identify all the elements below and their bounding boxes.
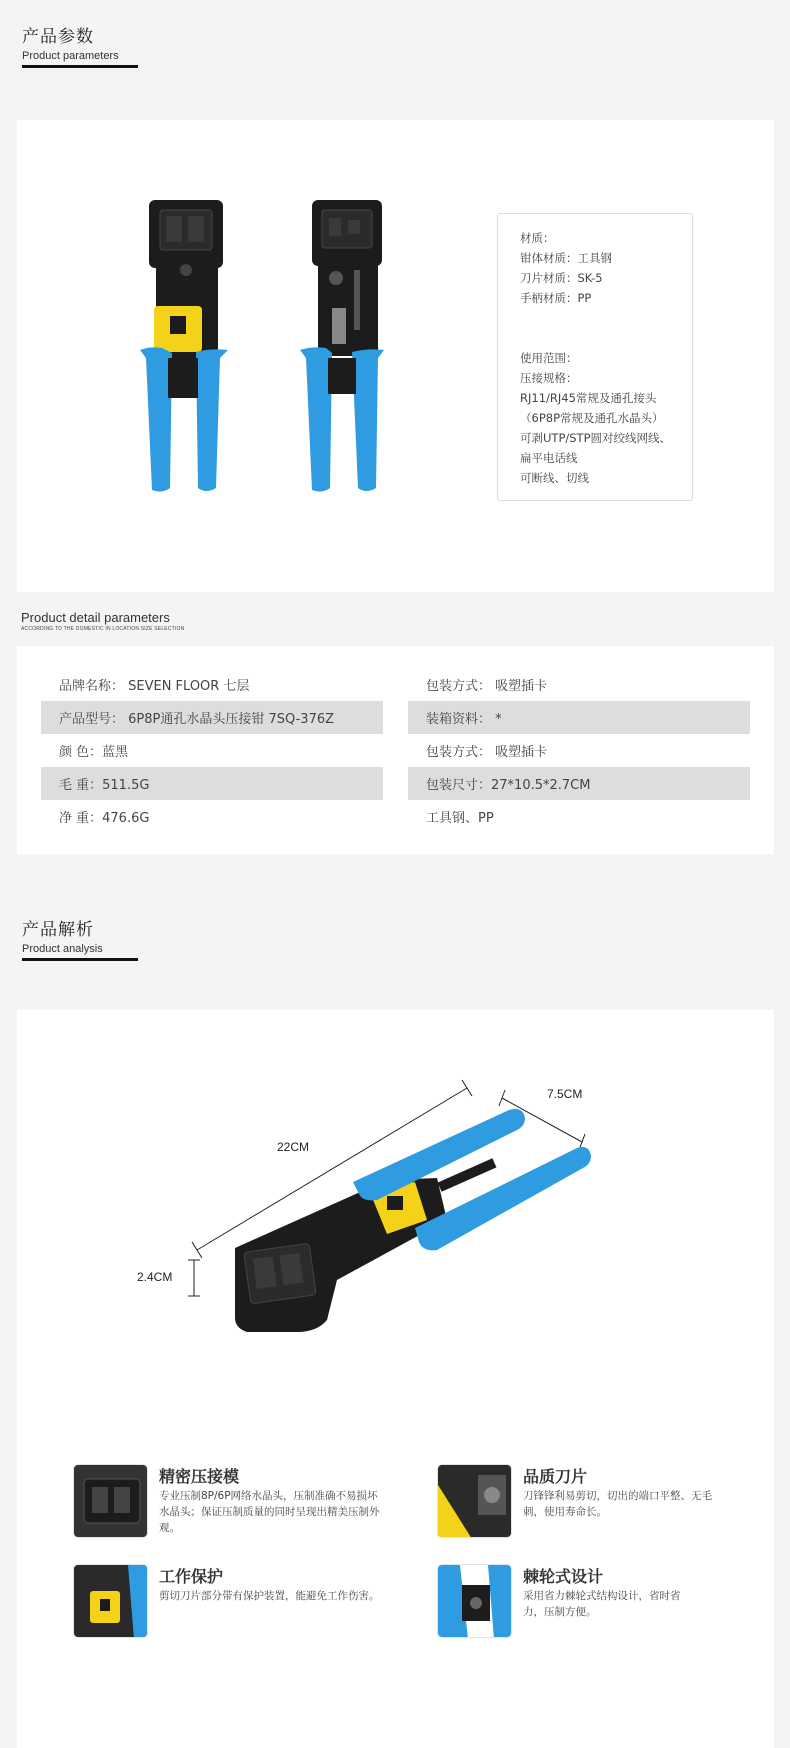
feature-ratchet — [437, 1564, 757, 1644]
table-row: 包装方式： 吸塑插卡 — [408, 734, 750, 767]
material-line: 刀片材质：SK-5 — [520, 271, 603, 285]
section-underline — [22, 958, 138, 961]
table-row: 工具钢、PP — [408, 800, 750, 833]
feature-desc: 专业压制8P/6P网络水晶头，压制准确不易损坏水晶头；保证压制质量的同时呈现出精美压制外观。 — [159, 1490, 380, 1534]
crimp-die-thumbnail — [73, 1464, 148, 1538]
length-label: 22CM — [277, 1140, 310, 1154]
feature-desc: 采用省力棘轮式结构设计，省时省力，压制方便。 — [523, 1590, 681, 1618]
section-header-analysis — [22, 915, 138, 961]
usage-line: （6P8P常规及通孔水晶头） — [520, 411, 664, 425]
table-row: 品牌名称： SEVEN FLOOR 七层 — [41, 668, 383, 701]
feature-blade — [437, 1464, 757, 1544]
feature-protection — [73, 1564, 393, 1644]
material-line: 钳体材质：工具钢 — [520, 251, 612, 265]
feature-title: 棘轮式设计 — [523, 1567, 604, 1586]
feature-title: 工作保护 — [159, 1567, 224, 1586]
section-header-parameters — [22, 22, 138, 68]
crimper-front-image — [132, 198, 252, 498]
blade-thumbnail — [437, 1464, 512, 1538]
feature-title: 品质刀片 — [523, 1467, 588, 1486]
section-title-cn: 产品参数 — [22, 27, 94, 47]
detail-subtitle: ACCORDING TO THE DOMESTIC IN LOCATION SIZE SELECTION — [21, 626, 185, 632]
table-row: 净 重：476.6G — [41, 800, 383, 833]
material-line: 手柄材质：PP — [520, 291, 592, 305]
table-row: 包装尺寸：27*10.5*2.7CM — [408, 767, 750, 800]
materials-heading: 材质： — [520, 231, 555, 245]
usage-heading: 使用范围： — [520, 351, 578, 365]
spec-box — [497, 213, 693, 501]
feature-crimp-die — [73, 1464, 393, 1544]
detail-parameters-title — [21, 610, 184, 632]
section-title-en: Product parameters — [22, 50, 119, 62]
table-row: 产品型号： 6P8P通孔水晶头压接钳 7SQ-376Z — [41, 701, 383, 734]
detail-table-panel — [17, 646, 774, 854]
table-row: 装箱资料： * — [408, 701, 750, 734]
analysis-panel — [17, 1010, 774, 1748]
usage-line: 压接规格： — [520, 371, 578, 385]
section-title-cn: 产品解析 — [22, 920, 94, 940]
table-row: 包装方式： 吸塑插卡 — [408, 668, 750, 701]
protection-thumbnail — [73, 1564, 148, 1638]
usage-line: 可剥UTP/STP圆对绞线网线、 — [520, 431, 672, 445]
dimension-diagram — [137, 1070, 637, 1370]
section-title-en: Product analysis — [22, 943, 103, 955]
table-row: 毛 重：511.5G — [41, 767, 383, 800]
detail-title-en: Product detail parameters — [21, 610, 170, 625]
usage-line: 扁平电话线 — [520, 451, 578, 465]
detail-table-right — [408, 668, 750, 833]
width-label: 7.5CM — [547, 1087, 583, 1101]
feature-desc: 剪切刀片部分带有保护装置，能避免工作伤害。 — [159, 1590, 380, 1602]
ratchet-thumbnail — [437, 1564, 512, 1638]
feature-desc: 刀锋锋利易剪切，切出的端口平整、无毛刺，使用寿命长。 — [523, 1490, 712, 1518]
section-underline — [22, 65, 138, 68]
crimper-back-image — [292, 198, 412, 498]
feature-title: 精密压接模 — [159, 1467, 240, 1486]
table-row: 颜 色：蓝黑 — [41, 734, 383, 767]
detail-table-left — [41, 668, 383, 833]
height-label: 2.4CM — [137, 1270, 173, 1284]
product-image-panel — [17, 120, 774, 592]
usage-line: 可断线、切线 — [520, 471, 589, 485]
usage-line: RJ11/RJ45常规及通孔接头 — [520, 391, 657, 405]
